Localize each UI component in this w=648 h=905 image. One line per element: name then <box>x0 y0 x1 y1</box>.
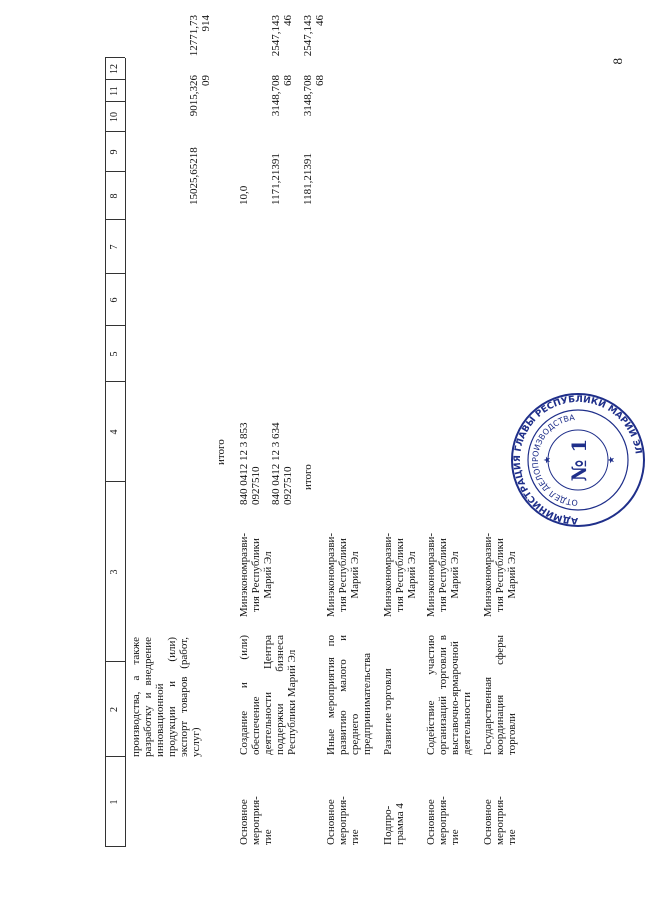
row1-line2-code: 840 0412 12 3 634 0927510 <box>270 422 294 505</box>
row1-line3-col10: 1181,21391 <box>302 153 314 205</box>
row2-type: Основное мероприя- тие <box>325 796 361 845</box>
row1-line1-code: 840 0412 12 3 853 0927510 <box>238 422 262 505</box>
row1-line2-col10: 1171,21391 <box>270 153 282 205</box>
stamp-center-text: № 1 <box>567 438 591 482</box>
column-header-6: 6 <box>105 273 125 326</box>
stamp-outer-text: АДМИНИСТРАЦИЯ ГЛАВЫ РЕСПУБЛИКИ МАРИЙ ЭЛ <box>512 394 643 526</box>
column-header-3: 3 <box>105 481 125 662</box>
row3-description: Развитие торговли <box>382 668 394 755</box>
row1-line2-col12: 2547,143 46 <box>270 15 294 57</box>
svg-text:★: ★ <box>606 455 616 465</box>
official-stamp-icon <box>508 390 648 530</box>
column-header-1: 1 <box>105 756 125 847</box>
row1-executor: Минэкономразви- тия Республики Марий Эл <box>238 532 274 618</box>
column-header-10: 10 <box>105 101 125 132</box>
row1-line3-col11: 3148,708 68 <box>302 75 326 117</box>
row1-line3-col12: 2547,143 46 <box>302 15 326 57</box>
row5-executor: Минэкономразви- тия Республики Марий Эл <box>482 532 518 618</box>
total-col11: 9015,326 09 <box>188 75 212 117</box>
column-header-12: 12 <box>105 57 125 80</box>
row2-description: Иные мероприятия по развитию малого и среднего предпринимательства <box>325 635 373 755</box>
row1-type: Основное мероприя- тие <box>238 796 274 845</box>
column-header-4: 4 <box>105 381 125 482</box>
total-col12: 12771,73 914 <box>188 15 212 57</box>
total-label: итого <box>215 439 227 465</box>
row3-executor: Минэкономразви- тия Республики Марий Эл <box>382 532 418 618</box>
total-col10: 15025,65218 <box>188 147 200 205</box>
column-header-5: 5 <box>105 325 125 382</box>
row1-description: Создание и (или) обеспечение деятельности Центра поддержки бизнеса Республики Марий Эл <box>238 635 298 755</box>
column-header-2: 2 <box>105 661 125 757</box>
row4-executor: Минэкономразви- тия Республики Марий Эл <box>425 532 461 618</box>
row1-line2-col11: 3148,708 68 <box>270 75 294 117</box>
column-header-11: 11 <box>105 79 125 102</box>
row5-description: Государственная координация сферы торговли <box>482 635 518 755</box>
continued-description: производства, а также разработку и внедрение инновационной продукции и (или) экспорт товаров (работ, услуг) <box>130 637 202 757</box>
stamp-inner-text: ОТДЕЛ ДЕЛОПРОИЗВОДСТВА <box>530 413 579 508</box>
header-bottom-border <box>125 58 126 847</box>
row3-type: Подпро- грамма 4 <box>382 803 406 845</box>
column-header-9: 9 <box>105 131 125 172</box>
page-number: 8 <box>610 58 625 65</box>
row1-line3-label: итого <box>302 464 314 490</box>
column-header-7: 7 <box>105 219 125 274</box>
row4-type: Основное мероприя- тие <box>425 796 461 845</box>
row5-type: Основное мероприя- тие <box>482 796 518 845</box>
column-header-8: 8 <box>105 171 125 220</box>
row2-executor: Минэкономразви- тия Республики Марий Эл <box>325 532 361 618</box>
svg-text:★: ★ <box>542 455 552 465</box>
row4-description: Содействие участию организаций торговли в выставочно-ярмарочной деятельности <box>425 635 473 755</box>
row1-line1-col10: 10,0 <box>238 185 250 205</box>
